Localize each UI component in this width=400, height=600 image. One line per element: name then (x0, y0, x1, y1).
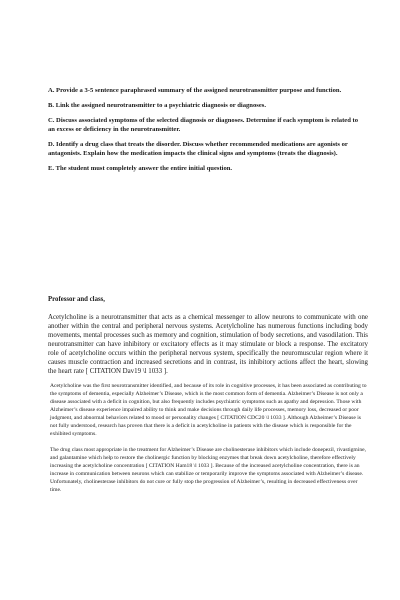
paragraph-drug-class: The drug class most appropriate in the treatment for Alzheimer’s Disease are cholinesterase inhibitors which include donepezil, rivastigmine, and galantamine which help to restore the cholinergic function by blocking enzymes that break down acetylcholine, therefore effectively increasing the acetylcholine concentration [ CITATION Ham18 \l 1033 ]. Because of the increased acetylcholine concentration, there is an increase in communication between neurons which can stabilize or temporarily improve the symptoms associated with Alzheimer’s disease. Unfortunately, cholinesterase inhibitors do not cure or fully stop the progression of Alzheimer’s, resulting in decreased effectiveness over time. (50, 447, 366, 493)
assignment-instructions (48, 86, 366, 179)
paragraph-alzheimers-link: Acetylcholine was the first neurotransmitter identified, and because of its role in cognitive processes, it has been associated as contributing to the symptoms of dementia, especially Alzheimer’s Disease, which is the most common form of dementia. Alzheimer’s Disease is not only a disease associated with a deficit in cognition, but also frequently includes psychiatric symptoms such as apathy and depression. Those with Alzheimer’s disease experience impaired ability to think and make decisions through daily life processes, memory loss, decreased or poor judgment, and abnormal behaviors related to mood or personality changes [ CITATION CDC20 \l 1033 ]. Although Alzheimer’s Disease is not fully understood, research has proven that there is a deficit in acetylcholine in patients with the disease which is responsible for the exhibited symptoms. (50, 383, 367, 437)
instruction-e: E. The student must completely answer the entire initial question. (48, 165, 233, 172)
salutation: Professor and class, (48, 296, 105, 303)
instruction-c: C. Discuss associated symptoms of the selected diagnosis or diagnoses. Determine if each symptom is related to an excess or deficiency in the neurotransmitter. (48, 117, 359, 133)
instruction-d: D. Identify a drug class that treats the disorder. Discuss whether recommended medications are agonists or antagonists. Explain how the medication impacts the clinical signs and symptoms (treats the diagnosis). (48, 141, 348, 157)
instruction-a: A. Provide a 3-5 sentence paraphrased summary of the assigned neurotransmitter purpose and function. (48, 87, 342, 94)
instruction-b: B. Link the assigned neurotransmitter to a psychiatric diagnosis or diagnoses. (48, 102, 266, 109)
discussion-post (48, 295, 368, 502)
paragraph-acetylcholine-summary: Acetylcholine is a neurotransmitter that acts as a chemical messenger to allow neurons to communicate with one another within the central and peripheral nervous systems. Acetylcholine has numerous functions including body movements, mental processes such as memory and cognition, stimulation of body secretions, and vasodilation. This neurotransmitter can have inhibitory or excitatory effects as it may stimulate or block a response. The excitatory role of acetylcholine occurs within the peripheral nervous system, specifically the neuromuscular region where it causes muscle contraction and increased secretions and in contrast, its inhibitory actions affect the heart, slowing the heart rate [ CITATION Dav19 \l 1033 ]. (48, 314, 368, 375)
